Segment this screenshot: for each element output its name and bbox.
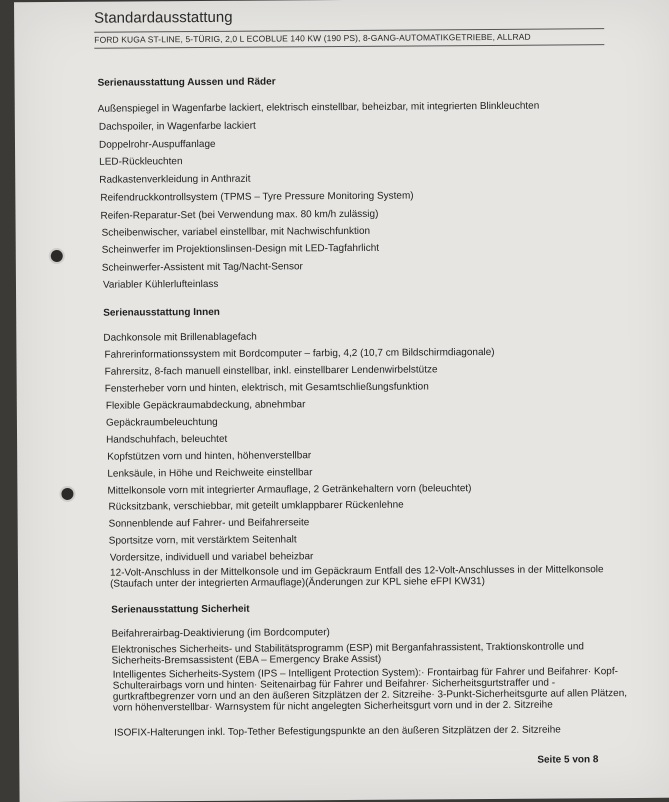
list-item: Rücksitzbank, verschiebbar, mit geteilt umklappbarer Rückenlehne — [108, 499, 404, 513]
list-item: Fahrersitz, 8-fach manuell einstellbar, inkl. einstellbarer Lendenwirbelstütze — [104, 364, 438, 378]
list-item: Kopfstützen vorn und hinten, höhenverstellbar — [107, 450, 312, 463]
list-item: Fensterheber vorn und hinten, elektrisch, mit Gesamtschließungsfunktion — [104, 381, 429, 395]
list-item: Mittelkonsole vorn mit integrierter Armauflage, 2 Getränkehaltern vorn (beleuchtet) — [107, 483, 472, 497]
list-item: Scheinwerfer im Projektionslinsen-Design mit LED-Tagfahrlicht — [101, 242, 380, 256]
list-item: Sportsitze vorn, mit verstärktem Seitenhalt — [108, 534, 297, 547]
vehicle-subtitle: FORD KUGA ST-LINE, 5-TÜRIG, 2,0 L ECOBLUE 140 KW (190 PS), 8-GANG-AUTOMATIKGETRIEBE, ALLRAD — [94, 28, 604, 49]
list-item: Elektronisches Sicherheits- und Stabilitätsprogramm (ESP) mit Berganfahrassistent, Traktionskontrolle und Sicherheits-Bremsassistent (EBA – Emergency Brake Assist) — [111, 641, 584, 667]
list-item: Flexible Gepäckraumabdeckung, abnehmbar — [105, 399, 306, 412]
punch-hole — [51, 250, 63, 262]
section-heading-sicherheit: Serienausstattung Sicherheit — [111, 603, 250, 616]
list-item: Dachkonsole mit Brillenablagefach — [103, 331, 257, 344]
page-number: Seite 5 von 8 — [537, 754, 599, 766]
list-item: Lenksäule, in Höhe und Reichweite einstellbar — [107, 467, 313, 480]
list-item: Radkastenverkleidung in Anthrazit — [99, 173, 251, 186]
document-page — [14, 0, 669, 802]
list-item: Sonnenblende auf Fahrer- und Beifahrerseite — [108, 517, 310, 530]
list-item: ISOFIX-Halterungen inkl. Top-Tether Befestigungspunkte an den äußeren Sitzplätzen der 2. Sitzreihe — [114, 724, 561, 739]
list-item: Variabler Kühlerlufteinlass — [102, 278, 219, 291]
list-item: Scheinwerfer-Assistent mit Tag/Nacht-Sensor — [101, 261, 303, 274]
list-item: Doppelrohr-Auspuffanlage — [98, 138, 216, 151]
page-title: Standardausstattung — [94, 8, 233, 27]
list-item: Reifendruckkontrollsystem (TPMS – Tyre Pressure Monitoring System) — [100, 190, 414, 204]
page-content — [14, 0, 654, 766]
list-item: Beifahrerairbag-Deaktivierung (im Bordcomputer) — [111, 627, 330, 640]
list-item: 12-Volt-Anschluss in der Mittelkonsole und im Gepäckraum Entfall des 12-Volt-Anschlusses in der Mittelkonsole (Staufach unter der integrierten Armauflage)(Änderungen zur KPL siehe eFPI KW31) — [109, 564, 604, 590]
section-heading-innen: Serienausstattung Innen — [103, 306, 220, 319]
list-item: Fahrerinformationssystem mit Bordcomputer – farbig, 4,2 (10,7 cm Bildschirmdiagonale) — [104, 346, 495, 361]
list-item: Intelligentes Sicherheits-System (IPS – Intelligent Protection System):· Frontairbag für Fahrer und Beifahrer· Kopf-Schulterairbags vorn und hinten· Seitenairbag für Fahrer und Beifahrer· Sicherheitsgurtstraffer und -gurtkraftbegrenzer vorn und an den äußeren Sitzplätzen der 2. Sitzreihe· 3-Punkt-Sicherheitsgurte auf allen Plätzen, vorn höhenverstellbar· Warnsystem für nicht angelegten Sicherheitsgurt vorn und in der 2. Sitzreihe — [112, 666, 628, 714]
list-item: Reifen-Reparatur-Set (bei Verwendung max. 80 km/h zulässig) — [100, 208, 379, 222]
list-item: Vordersitze, individuell und variabel beheizbar — [109, 551, 314, 564]
list-item: Gepäckraumbeleuchtung — [105, 416, 218, 429]
list-item: Dachspoiler, in Wagenfarbe lackiert — [98, 120, 256, 133]
section-heading-aussen: Serienausstattung Aussen und Räder — [97, 76, 276, 89]
list-item: Scheibenwischer, variabel einstellbar, mit Nachwischfunktion — [101, 225, 371, 239]
punch-hole — [61, 488, 73, 500]
list-item: Handschuhfach, beleuchtet — [106, 433, 228, 446]
list-item: Außenspiegel in Wagenfarbe lackiert, elektrisch einstellbar, beheizbar, mit integrierten Blinkleuchten — [97, 100, 540, 115]
list-item: LED-Rückleuchten — [99, 156, 183, 168]
